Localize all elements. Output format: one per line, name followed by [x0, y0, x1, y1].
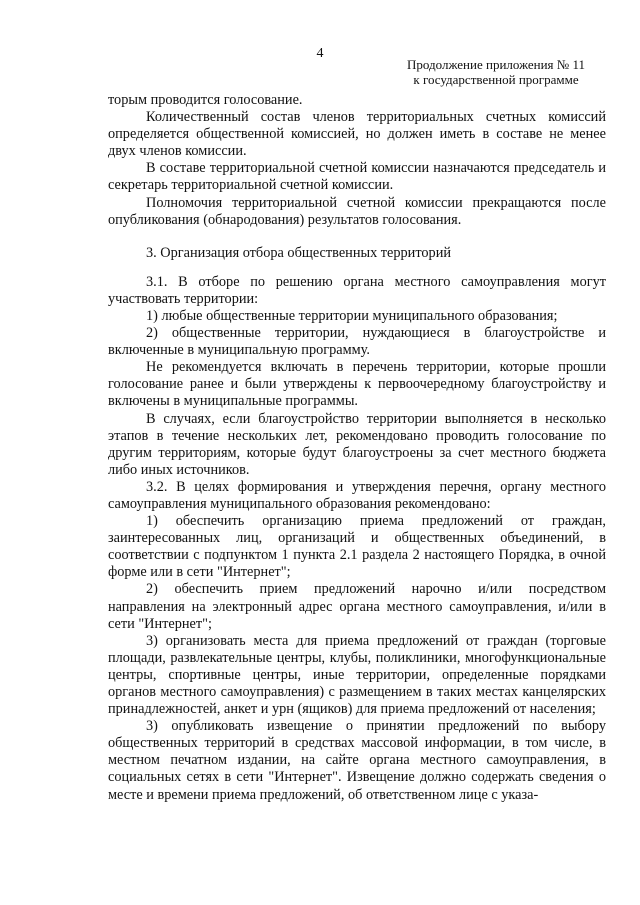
section-3-title: 3. Организация отбора общественных территорий: [146, 244, 451, 261]
paragraph-continuation: торым проводится голосование.: [108, 92, 303, 108]
page-number: 4: [316, 46, 324, 61]
list-item-3-1-1: 1) любые общественные территории муниципального образования;: [146, 307, 558, 324]
list-item-3-2-3: 3) организовать места для приема предложений от граждан (торговые площади, развлекательные центры, клубы, поликлиники, многофункциональные центры, спортивные центры, иные территории, определенные порядками органов местного самоуправления) с размещением в таких местах канцелярских принадлежностей, анкет и урн (ящиков) для приема предложений от населения;: [108, 632, 606, 718]
appendix-note-line-1: Продолжение приложения № 11: [407, 57, 585, 72]
paragraph-commission-powers: Полномочия территориальной счетной комиссии прекращаются после опубликования (обнародования) результатов голосования.: [108, 194, 606, 228]
paragraph-3-1: 3.1. В отборе по решению органа местного самоуправления могут участвовать территории:: [108, 273, 606, 307]
list-item-3-2-1: 1) обеспечить организацию приема предложений от граждан, заинтересованных лиц, организаций и общественных объединений, в соответствии с подпунктом 1 пункта 2.1 раздела 2 настоящего Порядка, в очной форме или в сети "Интернет";: [108, 513, 606, 581]
paragraph-commission-size: Количественный состав членов территориальных счетных комиссий определяется общественной комиссией, но должен иметь в составе не менее двух членов комиссии.: [108, 109, 606, 160]
list-item-3-2-2: 2) обеспечить прием предложений нарочно и/или посредством направления на электронный адрес органа местного самоуправления, и/или в сети "Интернет";: [108, 581, 606, 632]
paragraph-multi-stage: В случаях, если благоустройство территории выполняется в несколько этапов в течение нескольких лет, рекомендовано проводить голосование по другим территориям, которые будут благоустроены за счет местного бюджета либо иных источников.: [108, 410, 606, 478]
list-item-3-1-2: 2) общественные территории, нуждающиеся в благоустройстве и включенные в муниципальную программу.: [108, 325, 606, 359]
appendix-note-line-2: к государственной программе: [413, 72, 579, 87]
document-body: [108, 92, 606, 804]
list-item-3-2-3-publish: 3) опубликовать извещение о принятии предложений по выбору общественных территорий в средствах массовой информации, в том числе, в местном печатном издании, на сайте органа местного самоуправления, в социальных сетях в сети "Интернет". Извещение должно содержать сведения о месте и времени приема предложений, об ответственном лице с указа-: [108, 718, 606, 803]
appendix-note: [380, 57, 612, 87]
paragraph-not-recommended: Не рекомендуется включать в перечень территории, которые прошли голосование ранее и были утверждены к первоочередному благоустройству и включены в муниципальные программы.: [108, 359, 606, 410]
paragraph-commission-chair: В составе территориальной счетной комиссии назначаются председатель и секретарь территориальной счетной комиссии.: [108, 160, 606, 194]
paragraph-3-2: 3.2. В целях формирования и утверждения перечня, органу местного самоуправления муниципального образования рекомендовано:: [108, 478, 606, 512]
